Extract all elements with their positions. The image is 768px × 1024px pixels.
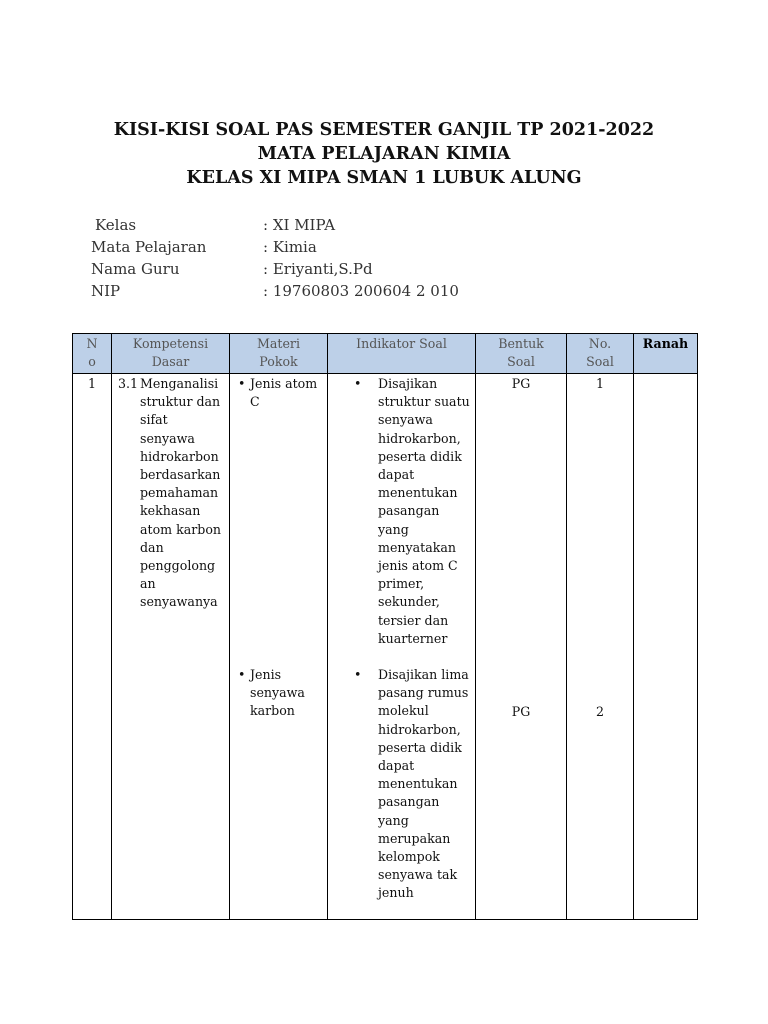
header-indikator-text: Indikator Soal	[356, 336, 447, 351]
indikator-item-2	[328, 666, 475, 903]
bullet-icon: •	[354, 667, 362, 682]
header-bentuk-soal	[476, 334, 567, 374]
header-materi-line2: Pokok	[259, 354, 298, 370]
cell-materi-pokok	[230, 374, 328, 920]
header-kompetensi-dasar	[112, 334, 230, 374]
title-line-3: KELAS XI MIPA SMAN 1 LUBUK ALUNG	[186, 168, 582, 188]
indikator-text-1: Disajikan struktur suatu senyawa hidrokarbon, peserta didik dapat menentukan pasangan yang menyatakan jenis atom C primer, sekunder, tersier dan kuarterner	[378, 376, 470, 646]
cell-bentuk-soal	[476, 374, 567, 920]
header-bentuk-line1: Bentuk	[498, 336, 544, 351]
guru-value: : Eriyanti,S.Pd	[263, 260, 373, 278]
mapel-value: : Kimia	[263, 238, 317, 256]
document-title	[0, 118, 768, 190]
header-materi-line1: Materi	[257, 336, 300, 351]
header-ranah	[634, 334, 698, 374]
header-kd-line1: Kompetensi	[132, 336, 209, 351]
indikator-text-2: Disajikan lima pasang rumus molekul hidrokarbon, peserta didik dapat menentukan pasangan yang merupakan kelompok senyawa tak jenuh	[378, 667, 469, 901]
bullet-icon: •	[238, 667, 246, 682]
materi-text-2: Jenis senyawa karbon	[250, 667, 305, 719]
nip-label: NIP	[91, 282, 121, 300]
header-indikator-soal	[328, 334, 476, 374]
cell-indikator-soal	[328, 374, 476, 920]
header-nosoal-line2: Soal	[586, 354, 614, 370]
kelas-label: Kelas	[95, 216, 137, 234]
header-no-line2: o	[88, 354, 96, 370]
kisi-kisi-table	[72, 333, 698, 920]
header-no-soal	[567, 334, 634, 374]
nosoal-value-2: 2	[595, 704, 604, 719]
table-row	[73, 374, 698, 920]
kd-text: Menganalisi struktur dan sifat senyawa hidrokarbon berdasarkan pemahaman kekhasan atom karbon dan penggolong an senyawanya	[140, 376, 222, 610]
mapel-label: Mata Pelajaran	[91, 238, 207, 256]
bullet-icon: •	[238, 376, 246, 391]
header-materi-pokok	[230, 334, 328, 374]
row-number: 1	[87, 376, 96, 391]
materi-item-2	[230, 666, 327, 721]
header-no	[73, 334, 112, 374]
header-no-line1: N	[86, 336, 98, 351]
header-nosoal-line1: No.	[588, 336, 612, 351]
kd-number: 3.1	[118, 376, 139, 391]
materi-item-1	[230, 375, 327, 411]
bullet-icon: •	[354, 376, 362, 391]
cell-kompetensi-dasar	[112, 374, 230, 920]
bentuk-value-1: PG	[511, 376, 531, 391]
nosoal-value-1: 1	[595, 376, 604, 391]
cell-no-soal	[567, 374, 634, 920]
title-line-2: MATA PELAJARAN KIMIA	[257, 144, 511, 164]
bentuk-value-2: PG	[511, 704, 531, 719]
kelas-value: : XI MIPA	[263, 216, 336, 234]
materi-text-1: Jenis atom C	[250, 376, 318, 410]
header-kd-line2: Dasar	[151, 354, 190, 370]
table-header-row	[73, 334, 698, 374]
title-line-1: KISI-KISI SOAL PAS SEMESTER GANJIL TP 2021-2022	[113, 120, 655, 140]
cell-ranah	[634, 374, 698, 920]
indikator-item-1	[328, 375, 475, 648]
header-bentuk-line2: Soal	[507, 354, 535, 370]
header-ranah-text: Ranah	[642, 336, 689, 351]
cell-no	[73, 374, 112, 920]
nip-value: : 19760803 200604 2 010	[263, 282, 459, 300]
guru-label: Nama Guru	[91, 260, 180, 278]
